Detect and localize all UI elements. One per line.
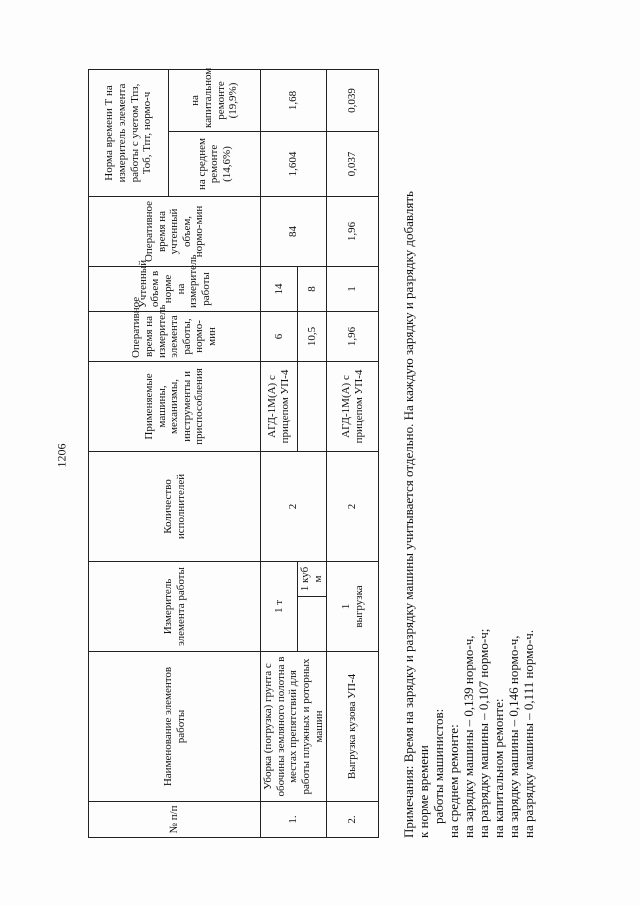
header-num: № п/п	[89, 802, 261, 838]
note-line: на разрядку машины – 0,111 нормо-ч.	[520, 629, 536, 838]
row2-vol: 1	[327, 266, 379, 311]
table-row	[327, 69, 379, 837]
norms-table	[88, 69, 379, 838]
row2-machines: АГД-1М(А) с прицепом УП-4	[327, 361, 379, 451]
header-count: Количество исполнителей	[89, 451, 261, 561]
note-line: к норме времени	[415, 745, 431, 838]
row2-op-vol: 1,96	[327, 196, 379, 266]
row1-cap: 1,68	[261, 69, 327, 131]
row1-op-vol: 84	[261, 196, 327, 266]
note-line: Примечания: Время на зарядку и разрядку машины учитывается отдельно. На каждую зарядку и разрядку добавлять	[401, 191, 416, 838]
header-name: Наименование элементов работы	[89, 652, 261, 802]
row1-avg: 1,604	[261, 131, 327, 196]
row1-measure-a: 1 т	[261, 561, 298, 651]
row2-count: 2	[327, 451, 379, 561]
row2-cap: 0,039	[327, 69, 379, 131]
row1-op-b: 10,5	[298, 311, 327, 361]
note-line: на зарядку машины – 0,139 нормо-ч,	[460, 635, 476, 838]
rotated-content	[88, 67, 548, 838]
row1-measure-empty	[298, 597, 327, 652]
notes-block	[402, 70, 536, 838]
header-op-volume: Оперативное время на учтенный объем, нормо-мин	[89, 196, 261, 266]
row1-name: Уборка (погрузка) грунта с обочины земляного полотна в местах препятствий для работы плужных и роторных машин	[261, 652, 327, 802]
row2-op: 1,96	[327, 311, 379, 361]
note-line: на капитальном ремонте:	[490, 698, 506, 838]
header-machines: Применяемые машины, механизмы, инструменты и приспособления	[89, 361, 261, 451]
row2-num: 2.	[327, 802, 379, 838]
row2-avg: 0,037	[327, 131, 379, 196]
row1-count: 2	[261, 451, 327, 561]
row1-op-a: 6	[261, 311, 298, 361]
row1-measure-b: 1 куб м	[298, 561, 327, 596]
note-line: работы машинистов:	[430, 708, 446, 824]
header-volume: Учтенный объем в норме на измеритель работы	[89, 266, 261, 311]
header-measure: Измеритель элемента работы	[89, 561, 261, 651]
header-op-time: Оперативное время на измеритель элемента работы, нормо-мин	[89, 311, 261, 361]
row2-measure-label: выгрузка	[352, 585, 365, 628]
note-line: на зарядку машины – 0,146 нормо-ч,	[505, 635, 521, 838]
note-line: на разрядку машины – 0,107 нормо-ч;	[475, 628, 491, 838]
row2-name: Выгрузка кузова УП-4	[327, 652, 379, 802]
row1-num: 1.	[261, 802, 327, 838]
row1-vol-a: 14	[261, 266, 298, 311]
page-number: 1206	[54, 443, 69, 468]
table-row	[261, 69, 298, 837]
table-header-row	[89, 69, 169, 837]
header-norm-cap: на капитальном ремонте (19,9%)	[169, 69, 261, 131]
row1-vol-b: 8	[298, 266, 327, 311]
header-norm-avg: на среднем ремонте (14,6%)	[169, 131, 261, 196]
note-line: на среднем ремонте:	[445, 724, 461, 838]
row2-measure-num: 1	[340, 603, 353, 610]
row1-machines: АГД-1М(А) с прицепом УП-4	[261, 361, 298, 451]
row1-machines-empty	[298, 361, 327, 451]
row2-measure	[327, 561, 379, 651]
header-norm: Норма времени Т на измеритель элемента работы с учетом Тпз, Тоб, Тпт, нормо-ч	[89, 69, 169, 196]
